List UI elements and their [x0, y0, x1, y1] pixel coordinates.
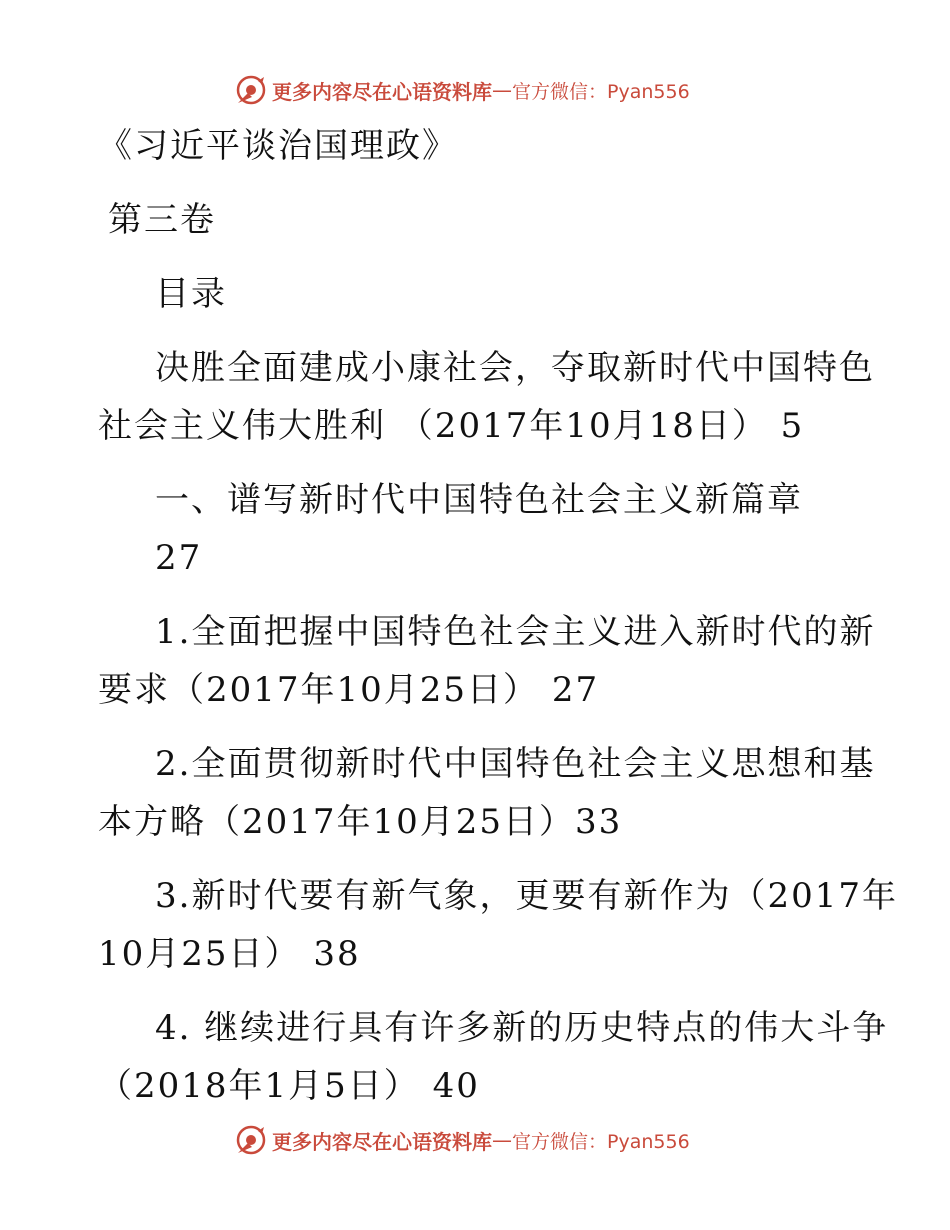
- watermark-separator: —: [492, 78, 512, 102]
- toc-entry-line: 社会主义伟大胜利 （2017年10月18日） 5: [98, 406, 805, 446]
- toc-entry-line: 决胜全面建成小康社会，夺取新时代中国特色: [155, 348, 875, 388]
- footer-watermark: [234, 1122, 690, 1158]
- toc-entry-line: 本方略（2017年10月25日）33: [98, 802, 623, 842]
- toc-entry-line: 要求（2017年10月25日） 27: [98, 670, 600, 710]
- pen-logo-icon: [234, 73, 268, 107]
- toc-entry-line: 2.全面贯彻新时代中国特色社会主义思想和基: [155, 744, 876, 784]
- book-title: 《习近平谈治国理政》: [98, 126, 458, 166]
- watermark-contact: 官方微信：Pyan556: [512, 1130, 690, 1153]
- watermark-contact: 官方微信：Pyan556: [512, 80, 690, 103]
- toc-entry-line: 1.全面把握中国特色社会主义进入新时代的新: [155, 612, 876, 652]
- toc-heading: 目录: [155, 274, 227, 314]
- watermark-text: 更多内容尽在心语资料库: [272, 79, 492, 104]
- watermark-text: 更多内容尽在心语资料库: [272, 1129, 492, 1154]
- toc-entry-line: 10月25日） 38: [98, 934, 361, 974]
- pen-logo-icon: [234, 1123, 268, 1157]
- toc-entry-line: 3.新时代要有新气象，更要有新作为（2017年: [155, 876, 898, 916]
- watermark-separator: —: [492, 1128, 512, 1152]
- toc-page-number: 27: [155, 538, 203, 578]
- header-watermark: [234, 72, 690, 108]
- volume-label: 第三卷: [108, 200, 216, 240]
- toc-entry-line: （2018年1月5日） 40: [98, 1066, 480, 1106]
- toc-entry-line: 4. 继续进行具有许多新的历史特点的伟大斗争: [155, 1008, 889, 1048]
- toc-section-heading: 一、谱写新时代中国特色社会主义新篇章: [155, 480, 803, 520]
